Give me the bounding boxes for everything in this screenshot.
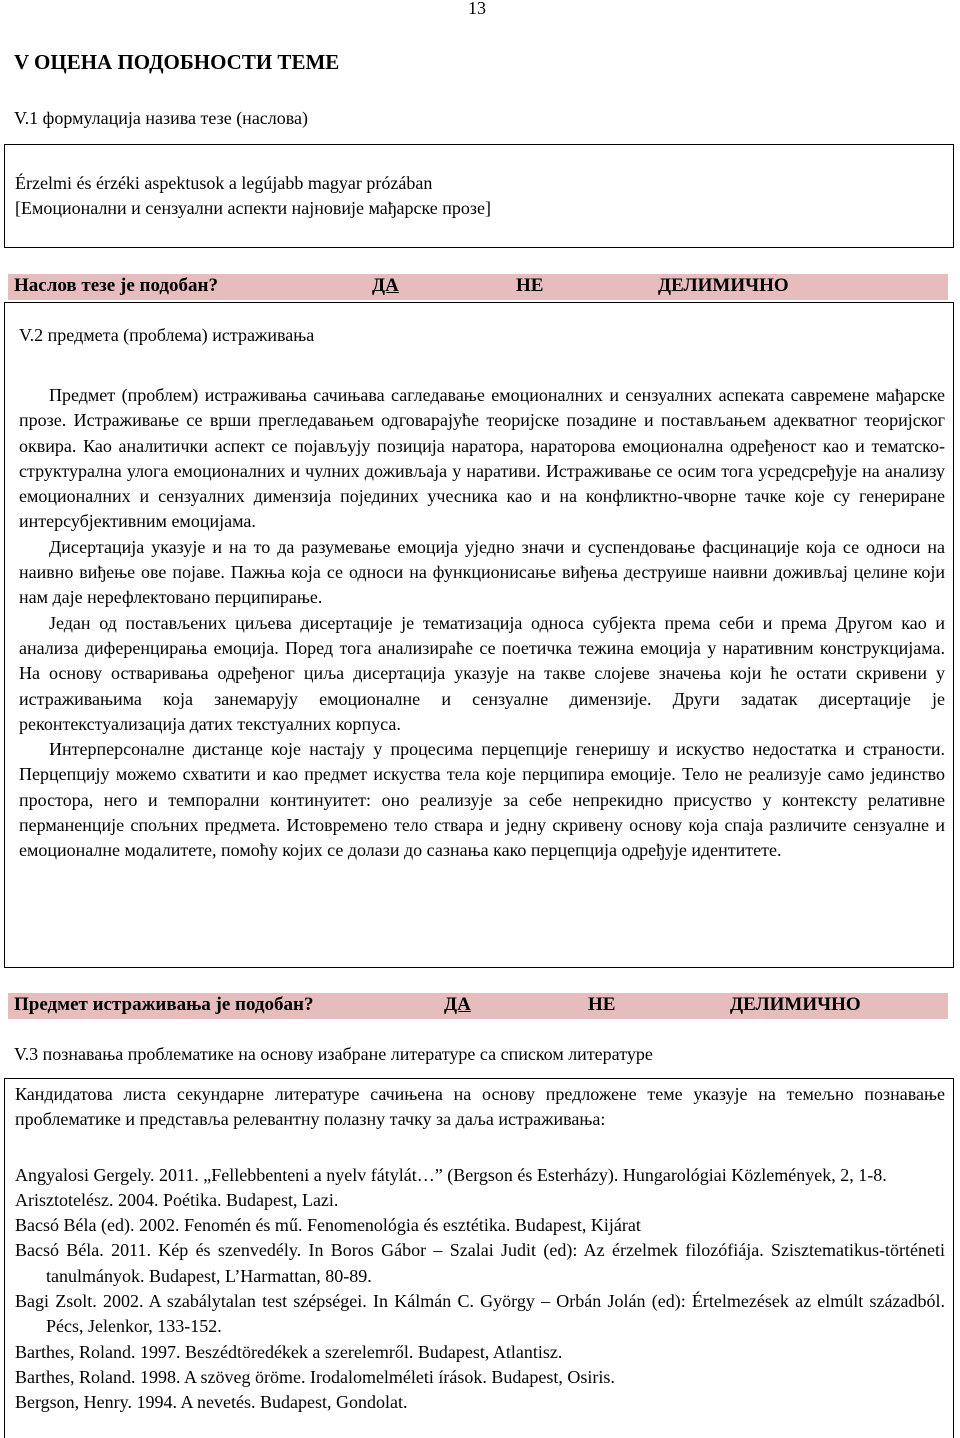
reference-item: Angyalosi Gergely. 2011. „Fellebbenteni a nyelv fátylát…” (Bergson és Esterházy). Hungarológiai Közlemények, 2, 1-8. [15, 1164, 887, 1185]
title-suitability-bar [8, 274, 948, 300]
reference-item: Bacsó Béla (ed). 2002. Fenomén és mű. Fenomenológia és esztétika. Budapest, Kijárat [15, 1215, 641, 1236]
subject-answer-partial: ДЕЛИМИЧНО [730, 994, 861, 1015]
research-subject-text [19, 383, 945, 864]
title-answer-partial: ДЕЛИМИЧНО [658, 275, 789, 296]
reference-list [15, 1163, 945, 1416]
thesis-title-serbian: [Емоционални и сензуални аспекти најновије мађарске прозе] [15, 198, 491, 218]
subject-answer-no: НЕ [588, 994, 616, 1015]
title-answer-no: НЕ [516, 275, 544, 296]
subject-suitability-bar [8, 993, 948, 1019]
reference-item: Bergson, Henry. 1994. A nevetés. Budapest, Gondolat. [15, 1392, 408, 1413]
reference-item: Bagi Zsolt. 2002. A szabálytalan test szépségei. In Kálmán C. György – Orbán Jolán (ed): Értelmezések az elmúlt századból. Pécs, Jelenkor, 133-152. [15, 1291, 945, 1337]
reference-item: Barthes, Roland. 1997. Beszédtöredékek a szerelemről. Budapest, Atlantisz. [15, 1341, 563, 1362]
section-v2-heading: V.2 предмета (проблема) истраживања [19, 325, 315, 345]
thesis-title-hungarian: Érzelmi és érzéki aspektusok a legújabb magyar prózában [15, 173, 433, 193]
research-paragraph: Предмет (проблем) истраживања сачињава сагледавање емоционалних и сензуалних аспеката савремене мађарске прозе. Истраживање се врши прегледавањем одговарајуће теоријске позадине и постављањем адекватног теоријског оквира. Као аналитички аспект се појављују позиција наратора, нараторова емоционална одређеност као и тематско-структурална улога емоционалних и чулних доживљаја у наративи. Истраживање се осим тога усредсређује на анализу емоционалних и сензуалних димензија појединих учесника као и на конфликтно-чворне тачке које су генериране интерсубјективним емоцијама. [19, 385, 945, 532]
thesis-title-box [4, 144, 954, 248]
literature-box [4, 1078, 954, 1438]
section-title: V ОЦЕНА ПОДОБНОСТИ ТЕМЕ [14, 50, 340, 74]
literature-intro: Кандидатова листа секундарне литературе сачињена на основу предложене теме указује на темељно познавање проблематике и представља релевантну полазну тачку за даља истраживања: [15, 1084, 945, 1130]
title-answer-yes: ДА [372, 275, 399, 296]
research-subject-box [4, 302, 954, 968]
research-paragraph: Један од постављених циљева дисертације је тематизација односа субјекта према себи и према Другом као и анализа диференцирања емоција. Поред тога анализираће се поетичка тежина емоција у наративним конструкцијама. На основу остваривања одређеног циља дисертација указује на такве слојеве значења који ће остати скривени у истраживањима која занемарују емоционалне и сензуалне димензије. Други задатак дисертације је реконтекстуализација датих текстуалних корпуса. [19, 612, 945, 734]
research-paragraph: Интерперсоналне дистанце које настају у процесима перцепције генеришу и искуство недостатка и страности. Перцепцију можемо схватити и као предмет искуства тела које перципира емоције. Тело не реализује само јединство простора, него и темпорални континуитет: оно реализује за себе непрекидно присуство у контексту релативне перманенције спољних предмета. Истовремено тело ствара и једну скривену основу која спаја различите сензуалне и емоционалне модалитете, помоћу којих се долази до сазнања како перцепција одређује идентитете. [19, 739, 945, 861]
subject-answer-yes: ДА [444, 994, 471, 1015]
reference-item: Barthes, Roland. 1998. A szöveg öröme. Irodalomelméleti írások. Budapest, Osiris. [15, 1366, 615, 1387]
section-v3-heading: V.3 познавања проблематике на основу изабране литературе са списком литературе [14, 1044, 653, 1064]
title-suitability-question: Наслов тезе је подобан? [14, 275, 218, 296]
reference-item: Arisztotelész. 2004. Poétika. Budapest, Lazi. [15, 1189, 339, 1210]
research-paragraph: Дисертација указује и на то да разумевање емоција уједно значи и суспендовање фасцинације која се односи на наивно виђење ове појаве. Пажња која се односи на функционисање виђења деструише наивни доживљај целине који нам даје нерефлектовано перципирање. [19, 536, 945, 608]
reference-item: Bacsó Béla. 2011. Kép és szenvedély. In Boros Gábor – Szalai Judit (ed): Az érzelmek filozófiája. Szisztematikus-történeti tanulmányok. Budapest, L’Harmattan, 80-89. [15, 1240, 945, 1286]
section-v1-heading: V.1 формулација назива тезе (наслова) [14, 108, 309, 128]
page-number: 13 [468, 0, 486, 18]
subject-suitability-question: Предмет истраживања је подобан? [14, 994, 314, 1015]
